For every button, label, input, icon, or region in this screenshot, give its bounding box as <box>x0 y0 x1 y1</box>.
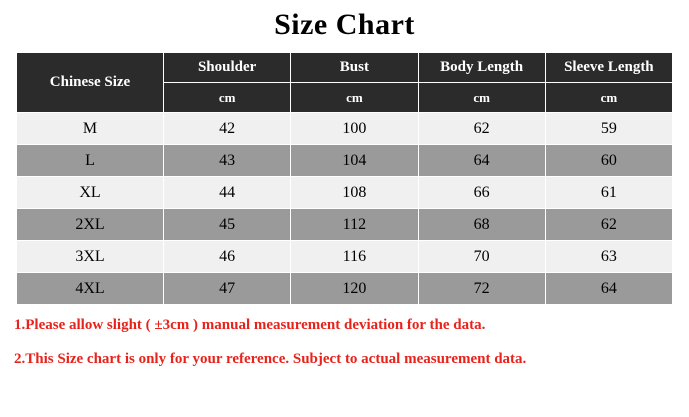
note-measurement-deviation: 1.Please allow slight ( ±3cm ) manual measurement deviation for the data. <box>14 317 486 333</box>
header-bust-unit: cm <box>291 83 418 113</box>
header-shoulder: Shoulder <box>164 53 291 83</box>
row-sleeve-length-value: 61 <box>545 177 672 209</box>
size-chart-table-wrapper <box>16 52 673 305</box>
header-body-length: Body Length <box>418 53 545 83</box>
row-bust-value: 108 <box>291 177 418 209</box>
header-bust: Bust <box>291 53 418 83</box>
row-size-label: 3XL <box>17 241 164 273</box>
row-sleeve-length-value: 62 <box>545 209 672 241</box>
row-shoulder-value: 46 <box>164 241 291 273</box>
row-size-label: 4XL <box>17 273 164 305</box>
note-reference-only: 2.This Size chart is only for your reference. Subject to actual measurement data. <box>14 351 527 367</box>
row-shoulder-value: 42 <box>164 113 291 145</box>
table-row <box>17 273 673 305</box>
table-row <box>17 209 673 241</box>
row-shoulder-value: 44 <box>164 177 291 209</box>
table-row <box>17 177 673 209</box>
size-chart-table <box>16 52 673 305</box>
header-sleeve-length: Sleeve Length <box>545 53 672 83</box>
row-bust-value: 116 <box>291 241 418 273</box>
header-sleeve-length-unit: cm <box>545 83 672 113</box>
header-shoulder-unit: cm <box>164 83 291 113</box>
page-title: Size Chart <box>274 8 415 41</box>
row-size-label: XL <box>17 177 164 209</box>
row-body-length-value: 62 <box>418 113 545 145</box>
row-body-length-value: 68 <box>418 209 545 241</box>
row-body-length-value: 72 <box>418 273 545 305</box>
header-chinese-size: Chinese Size <box>17 53 164 113</box>
row-shoulder-value: 43 <box>164 145 291 177</box>
row-body-length-value: 70 <box>418 241 545 273</box>
header-body-length-unit: cm <box>418 83 545 113</box>
row-bust-value: 100 <box>291 113 418 145</box>
notes-section <box>14 315 675 369</box>
row-size-label: M <box>17 113 164 145</box>
row-shoulder-value: 45 <box>164 209 291 241</box>
row-shoulder-value: 47 <box>164 273 291 305</box>
row-bust-value: 104 <box>291 145 418 177</box>
row-body-length-value: 64 <box>418 145 545 177</box>
row-size-label: 2XL <box>17 209 164 241</box>
row-body-length-value: 66 <box>418 177 545 209</box>
row-sleeve-length-value: 59 <box>545 113 672 145</box>
row-bust-value: 112 <box>291 209 418 241</box>
row-sleeve-length-value: 63 <box>545 241 672 273</box>
row-sleeve-length-value: 60 <box>545 145 672 177</box>
table-header-row-label <box>17 53 673 83</box>
row-size-label: L <box>17 145 164 177</box>
table-row <box>17 113 673 145</box>
row-bust-value: 120 <box>291 273 418 305</box>
table-row <box>17 241 673 273</box>
row-sleeve-length-value: 64 <box>545 273 672 305</box>
table-row <box>17 145 673 177</box>
